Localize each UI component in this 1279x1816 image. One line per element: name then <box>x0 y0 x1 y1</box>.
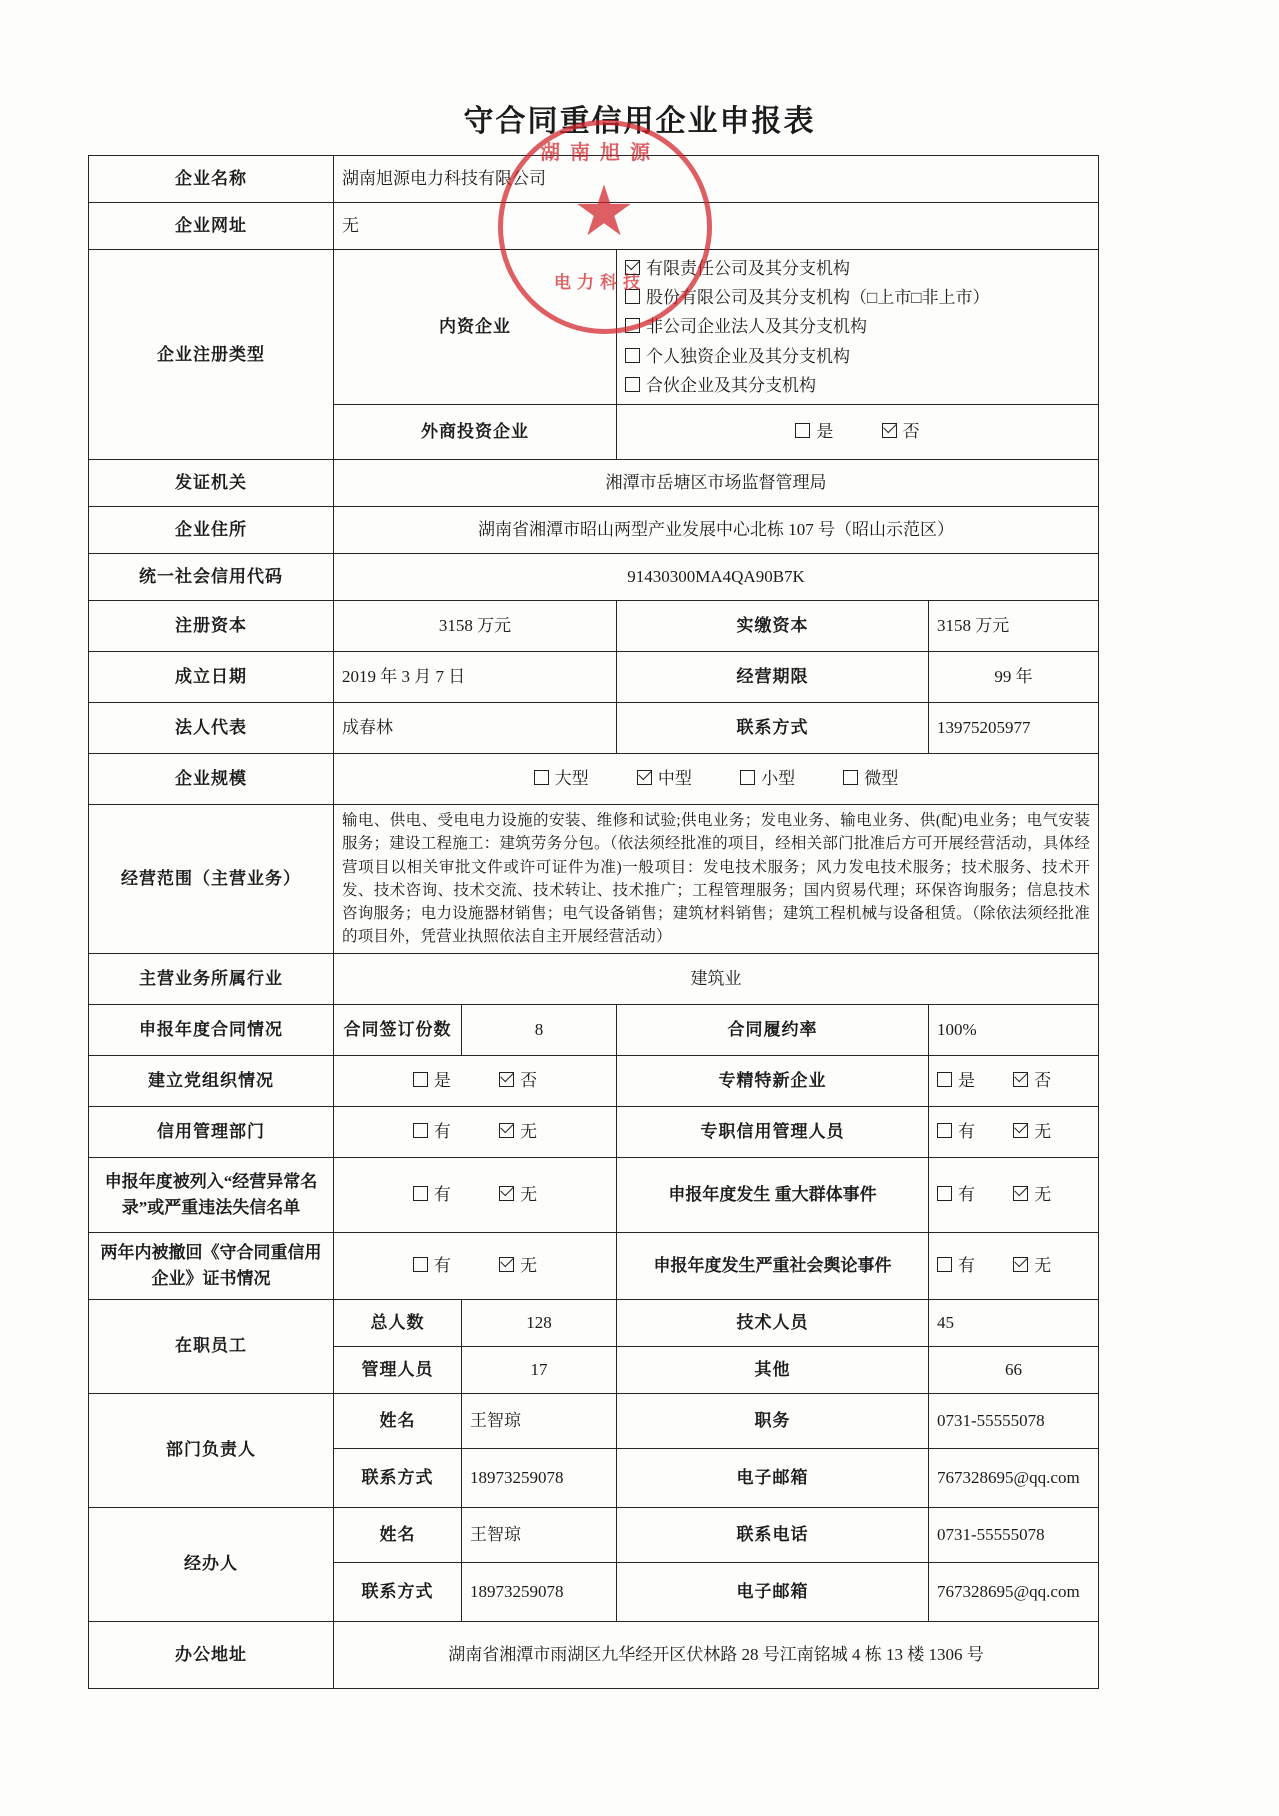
checkbox-icon[interactable] <box>937 1257 952 1272</box>
checkbox-row[interactable] <box>625 371 1090 400</box>
checkbox-icon[interactable] <box>413 1123 428 1138</box>
table-row <box>89 805 1099 954</box>
table-row <box>89 703 1099 754</box>
label-abnormal-list: 申报年度被列入“经营异常名录”或严重违法失信名单 <box>89 1157 334 1232</box>
label-handler: 经办人 <box>89 1507 334 1621</box>
checkbox-icon[interactable] <box>534 770 549 785</box>
table-row <box>89 754 1099 805</box>
checkbox-icon[interactable] <box>625 348 640 363</box>
checkbox-row[interactable] <box>499 1119 537 1145</box>
checkbox-label: 有限责任公司及其分支机构 <box>646 259 850 278</box>
checkbox-row[interactable] <box>937 1119 975 1145</box>
label-dept-head-contact: 联系方式 <box>334 1448 462 1507</box>
label-contract-count: 合同签订份数 <box>334 1004 462 1055</box>
revoked-cert-checkbox-group <box>334 1232 617 1299</box>
table-row <box>89 1507 1099 1562</box>
checkbox-icon[interactable] <box>499 1072 514 1087</box>
label-address: 企业住所 <box>89 507 334 554</box>
checkbox-label: 无 <box>1034 1184 1052 1204</box>
label-contract-year: 申报年度合同情况 <box>89 1004 334 1055</box>
label-manage-people: 管理人员 <box>334 1346 462 1393</box>
checkbox-label: 有 <box>433 1121 451 1141</box>
label-dept-head-email: 电子邮箱 <box>617 1448 929 1507</box>
checkbox-label: 是 <box>816 422 834 442</box>
checkbox-label: 是 <box>433 1070 451 1090</box>
checkbox-row[interactable] <box>882 419 920 445</box>
checkbox-label: 无 <box>520 1121 538 1141</box>
checkbox-icon[interactable] <box>625 377 640 392</box>
checkbox-row[interactable] <box>1013 1068 1051 1094</box>
checkbox-label: 否 <box>520 1070 538 1090</box>
table-row <box>89 554 1099 601</box>
label-tech-people: 技术人员 <box>617 1299 929 1346</box>
checkbox-icon[interactable] <box>1013 1072 1028 1087</box>
value-business-scope: 输电、供电、受电电力设施的安装、维修和试验;供电业务；发电业务、输电业务、供(配)电业务；电气安装服务；建设工程施工：建筑劳务分包。（依法须经批准的项目，经相关部门批准后方可开展经营活动，具体经营项目以相关审批文件或许可证件为准)一般项目：发电技术服务；风力发电技术服务；技术服务、技术开发、技术咨询、技术交流、技术转让、技术推广；工程管理服务；国内贸易代理；环保咨询服务；信息技术咨询服务；电力设施器材销售；电气设备销售；建筑材料销售；建筑工程机械与设备租赁。（除依法须经批准的项目外，凭营业执照依法自主开展经营活动） <box>334 805 1099 954</box>
label-scale: 企业规模 <box>89 754 334 805</box>
checkbox-row[interactable] <box>534 766 589 792</box>
label-operating-period: 经营期限 <box>617 652 929 703</box>
checkbox-label: 有 <box>958 1121 975 1141</box>
checkbox-row[interactable] <box>937 1068 975 1094</box>
seal-bottom-text: 电力科技 <box>554 273 646 292</box>
checkbox-icon[interactable] <box>843 770 858 785</box>
party-org-checkbox-group <box>334 1055 617 1106</box>
label-business-scope: 经营范围（主营业务） <box>89 805 334 954</box>
checkbox-row[interactable] <box>843 766 898 792</box>
table-row <box>89 507 1099 554</box>
label-public-opinion: 申报年度发生严重社会舆论事件 <box>617 1232 929 1299</box>
value-handler-contact: 18973259078 <box>462 1562 617 1621</box>
value-operating-period: 99 年 <box>929 652 1099 703</box>
value-contract-count: 8 <box>462 1004 617 1055</box>
checkbox-row[interactable] <box>625 312 1090 341</box>
label-legal-person: 法人代表 <box>89 703 334 754</box>
checkbox-row[interactable] <box>795 419 833 445</box>
checkbox-icon[interactable] <box>625 289 640 304</box>
checkbox-icon[interactable] <box>499 1123 514 1138</box>
checkbox-label: 个人独资企业及其分支机构 <box>646 346 850 366</box>
checkbox-icon[interactable] <box>740 770 755 785</box>
value-paid-capital: 3158 万元 <box>929 601 1099 652</box>
label-contact: 联系方式 <box>617 703 929 754</box>
value-manage-people: 17 <box>462 1346 617 1393</box>
public-opinion-checkbox-group <box>929 1232 1099 1299</box>
label-credit-code: 统一社会信用代码 <box>89 554 334 601</box>
checkbox-icon[interactable] <box>499 1186 514 1201</box>
value-dept-head-email: 767328695@qq.com <box>929 1448 1099 1507</box>
checkbox-label: 微型 <box>864 769 899 789</box>
value-contract-rate: 100% <box>929 1004 1099 1055</box>
checkbox-label: 有 <box>958 1184 975 1204</box>
sme-special-checkbox-group <box>929 1055 1099 1106</box>
label-company-name: 企业名称 <box>89 156 334 203</box>
label-register-type: 企业注册类型 <box>89 250 334 460</box>
label-sme-special: 专精特新企业 <box>617 1055 929 1106</box>
page-title: 守合同重信用企业申报表 <box>463 105 816 138</box>
label-office-address: 办公地址 <box>89 1621 334 1688</box>
abnormal-list-checkbox-group <box>334 1157 617 1232</box>
table-row <box>89 1106 1099 1157</box>
checkbox-label: 有 <box>433 1255 451 1275</box>
value-issuing-authority: 湘潭市岳塘区市场监督管理局 <box>334 460 1099 507</box>
label-domestic: 内资企业 <box>334 250 617 405</box>
major-event-checkbox-group <box>929 1157 1099 1232</box>
value-registered-capital: 3158 万元 <box>334 601 617 652</box>
table-row <box>89 1621 1099 1688</box>
value-industry: 建筑业 <box>334 953 1099 1004</box>
checkbox-label: 无 <box>1034 1121 1052 1141</box>
value-other-people: 66 <box>929 1346 1099 1393</box>
checkbox-icon[interactable] <box>795 423 810 438</box>
credit-staff-checkbox-group <box>929 1106 1099 1157</box>
label-revoked-cert: 两年内被撤回《守合同重信用企业》证书情况 <box>89 1232 334 1299</box>
checkbox-row[interactable] <box>413 1253 451 1279</box>
value-handler-name: 王智琼 <box>462 1507 617 1562</box>
value-legal-person: 成春林 <box>334 703 617 754</box>
checkbox-label: 大型 <box>554 769 589 789</box>
table-row <box>89 460 1099 507</box>
value-handler-email: 767328695@qq.com <box>929 1562 1099 1621</box>
checkbox-label: 是 <box>958 1070 975 1090</box>
label-industry: 主营业务所属行业 <box>89 953 334 1004</box>
label-other-people: 其他 <box>617 1346 929 1393</box>
checkbox-row[interactable] <box>1013 1253 1051 1279</box>
table-row <box>89 1157 1099 1232</box>
checkbox-label: 无 <box>1034 1255 1052 1275</box>
label-dept-head-name: 姓名 <box>334 1393 462 1448</box>
checkbox-icon[interactable] <box>413 1072 428 1087</box>
checkbox-icon[interactable] <box>625 260 640 275</box>
checkbox-row[interactable] <box>499 1182 537 1208</box>
value-total-people: 128 <box>462 1299 617 1346</box>
value-credit-code: 91430300MA4QA90B7K <box>334 554 1099 601</box>
credit-dept-checkbox-group <box>334 1106 617 1157</box>
checkbox-label: 无 <box>520 1184 538 1204</box>
label-found-date: 成立日期 <box>89 652 334 703</box>
checkbox-row[interactable] <box>937 1253 975 1279</box>
label-foreign-invested: 外商投资企业 <box>334 405 617 460</box>
label-credit-staff: 专职信用管理人员 <box>617 1106 929 1157</box>
checkbox-icon[interactable] <box>637 770 652 785</box>
value-company-name: 湖南旭源电力科技有限公司 <box>334 156 1099 203</box>
table-row <box>89 652 1099 703</box>
foreign-checkbox-group <box>617 405 1099 460</box>
declaration-form <box>88 155 1099 1689</box>
checkbox-row[interactable] <box>1013 1182 1051 1208</box>
table-row <box>89 250 1099 405</box>
table-row <box>89 1232 1099 1299</box>
label-party-org: 建立党组织情况 <box>89 1055 334 1106</box>
label-total-people: 总人数 <box>334 1299 462 1346</box>
scale-checkbox-group <box>334 754 1099 805</box>
label-issuing-authority: 发证机关 <box>89 460 334 507</box>
checkbox-row[interactable] <box>499 1068 537 1094</box>
checkbox-icon[interactable] <box>413 1257 428 1272</box>
checkbox-icon[interactable] <box>937 1072 952 1087</box>
checkbox-row[interactable] <box>625 254 1090 283</box>
checkbox-label: 无 <box>520 1255 538 1275</box>
value-contact: 13975205977 <box>929 703 1099 754</box>
label-handler-name: 姓名 <box>334 1507 462 1562</box>
value-website: 无 <box>334 203 1099 250</box>
checkbox-icon[interactable] <box>499 1257 514 1272</box>
value-office-address: 湖南省湘潭市雨湖区九华经开区伏林路 28 号江南铭城 4 栋 13 楼 1306 号 <box>334 1621 1099 1688</box>
checkbox-icon[interactable] <box>1013 1257 1028 1272</box>
table-row <box>89 156 1099 203</box>
label-registered-capital: 注册资本 <box>89 601 334 652</box>
checkbox-row[interactable] <box>740 766 795 792</box>
label-paid-capital: 实缴资本 <box>617 601 929 652</box>
table-row <box>89 203 1099 250</box>
checkbox-icon[interactable] <box>937 1186 952 1201</box>
checkbox-label: 中型 <box>657 769 692 789</box>
label-handler-phone: 联系电话 <box>617 1507 929 1562</box>
star-icon: ★ <box>572 174 636 252</box>
checkbox-row[interactable] <box>499 1253 537 1279</box>
label-employees: 在职员工 <box>89 1299 334 1393</box>
label-handler-email: 电子邮箱 <box>617 1562 929 1621</box>
checkbox-row[interactable] <box>625 342 1090 371</box>
label-dept-head-position: 职务 <box>617 1393 929 1448</box>
domestic-type-checkbox-group <box>617 250 1099 405</box>
table-row <box>89 1055 1099 1106</box>
value-address: 湖南省湘潭市昭山两型产业发展中心北栋 107 号（昭山示范区） <box>334 507 1099 554</box>
value-handler-phone: 0731-55555078 <box>929 1507 1099 1562</box>
value-found-date: 2019 年 3 月 7 日 <box>334 652 617 703</box>
checkbox-icon[interactable] <box>882 423 897 438</box>
checkbox-label: 否 <box>902 422 920 442</box>
checkbox-label: 有 <box>958 1255 975 1275</box>
value-dept-head-contact: 18973259078 <box>462 1448 617 1507</box>
checkbox-row[interactable] <box>625 283 1090 312</box>
checkbox-label: 股份有限公司及其分支机构（□上市□非上市） <box>646 288 990 308</box>
checkbox-label: 有 <box>433 1184 451 1204</box>
checkbox-icon[interactable] <box>1013 1186 1028 1201</box>
label-dept-head: 部门负责人 <box>89 1393 334 1507</box>
checkbox-label: 合伙企业及其分支机构 <box>646 375 816 395</box>
label-major-event: 申报年度发生 重大群体事件 <box>617 1157 929 1232</box>
checkbox-row[interactable] <box>937 1182 975 1208</box>
checkbox-icon[interactable] <box>1013 1123 1028 1138</box>
checkbox-row[interactable] <box>637 766 692 792</box>
checkbox-icon[interactable] <box>937 1123 952 1138</box>
label-website: 企业网址 <box>89 203 334 250</box>
table-row <box>89 1393 1099 1448</box>
table-row <box>89 601 1099 652</box>
checkbox-label: 否 <box>1034 1070 1052 1090</box>
label-handler-contact: 联系方式 <box>334 1562 462 1621</box>
checkbox-icon[interactable] <box>413 1186 428 1201</box>
checkbox-row[interactable] <box>413 1068 451 1094</box>
table-row <box>89 1299 1099 1346</box>
checkbox-icon[interactable] <box>625 318 640 333</box>
table-row <box>89 953 1099 1004</box>
checkbox-label: 小型 <box>761 769 796 789</box>
checkbox-row[interactable] <box>413 1119 451 1145</box>
seal-top-text: 湖南旭源 <box>540 142 660 164</box>
value-dept-head-position: 0731-55555078 <box>929 1393 1099 1448</box>
checkbox-label: 非公司企业法人及其分支机构 <box>646 317 867 337</box>
checkbox-row[interactable] <box>1013 1119 1051 1145</box>
label-contract-rate: 合同履约率 <box>617 1004 929 1055</box>
label-credit-dept: 信用管理部门 <box>89 1106 334 1157</box>
table-row <box>89 1004 1099 1055</box>
checkbox-row[interactable] <box>413 1182 451 1208</box>
value-tech-people: 45 <box>929 1299 1099 1346</box>
value-dept-head-name: 王智琼 <box>462 1393 617 1448</box>
